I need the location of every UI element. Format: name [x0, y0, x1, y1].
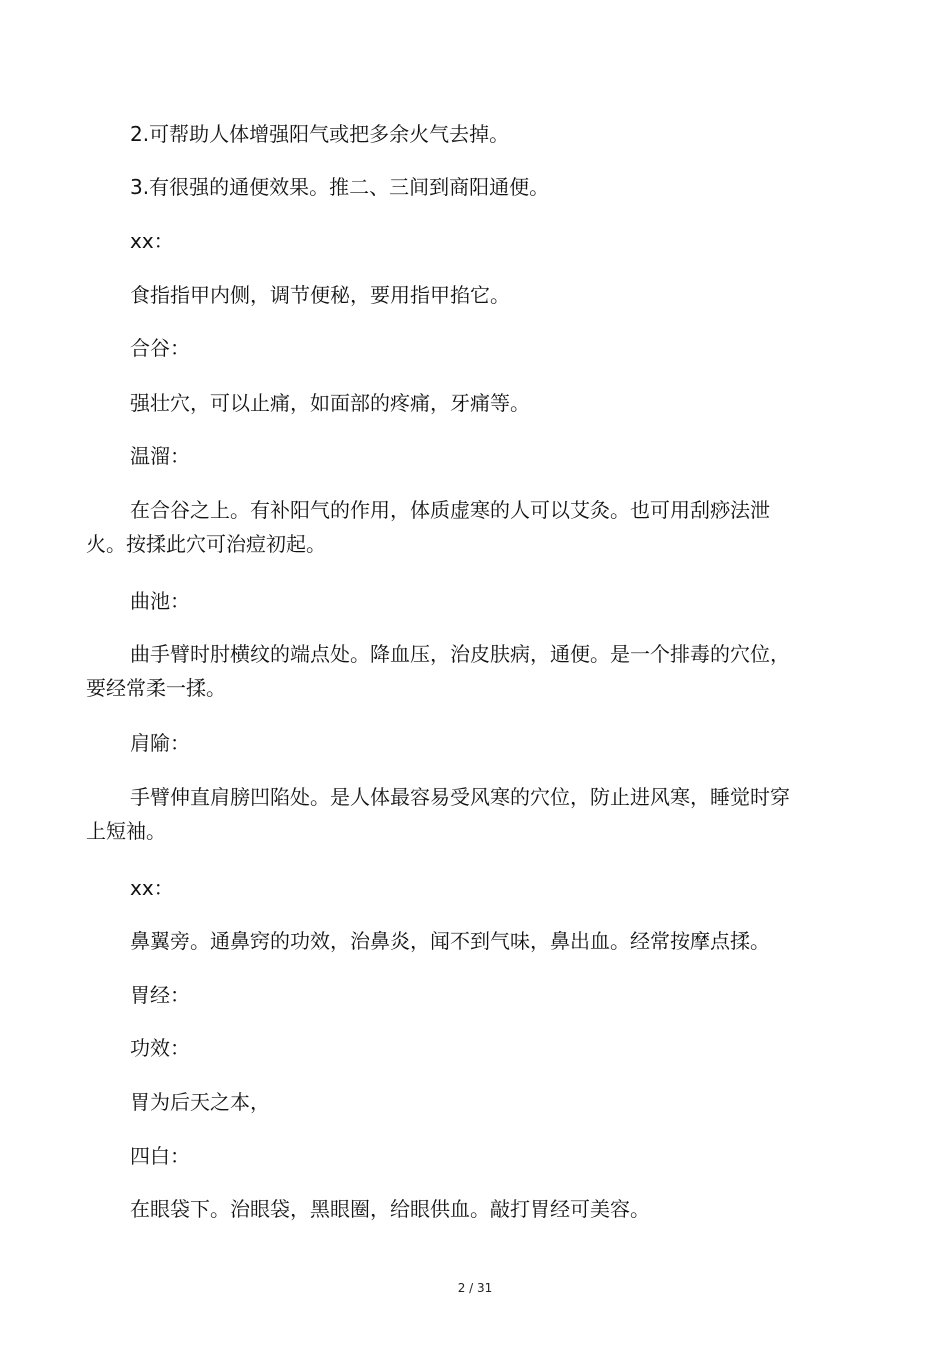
section-heading: 温溜： — [130, 444, 190, 468]
paragraph: 强壮穴，可以止痛，如面部的疼痛，牙痛等。 — [130, 391, 530, 415]
paragraph: 曲手臂时肘横纹的端点处。降血压，治皮肤病，通便。是一个排毒的穴位，要经常柔一揉。 — [86, 642, 790, 700]
section-heading: 曲池： — [130, 589, 190, 613]
section-heading: 功效： — [130, 1036, 190, 1060]
paragraph: 手臂伸直肩膀凹陷处。是人体最容易受风寒的穴位，防止进风寒，睡觉时穿上短袖。 — [86, 785, 790, 843]
paragraph: 在合谷之上。有补阳气的作用，体质虚寒的人可以艾灸。也可用刮痧法泄火。按揉此穴可治痘初起。 — [86, 498, 770, 556]
section-heading: 肩隃： — [130, 731, 190, 755]
section-heading: 胃经： — [130, 983, 190, 1007]
section-heading: 四白： — [130, 1144, 190, 1168]
section-heading: 合谷： — [130, 336, 190, 360]
paragraph: 胃为后天之本， — [130, 1090, 270, 1114]
paragraph: 在眼袋下。治眼袋，黑眼圈，给眼供血。敲打胃经可美容。 — [130, 1197, 650, 1221]
page-number: 2 / 31 — [457, 1281, 493, 1295]
paragraph: 3.有很强的通便效果。推二、三间到商阳通便。 — [130, 175, 550, 199]
section-heading: xx： — [130, 229, 174, 253]
paragraph: 食指指甲内侧，调节便秘，要用指甲掐它。 — [130, 283, 510, 307]
section-heading: xx： — [130, 876, 174, 900]
paragraph: 2.可帮助人体增强阳气或把多余火气去掉。 — [130, 122, 510, 146]
paragraph: 鼻翼旁。通鼻窍的功效，治鼻炎，闻不到气味，鼻出血。经常按摩点揉。 — [130, 929, 770, 953]
